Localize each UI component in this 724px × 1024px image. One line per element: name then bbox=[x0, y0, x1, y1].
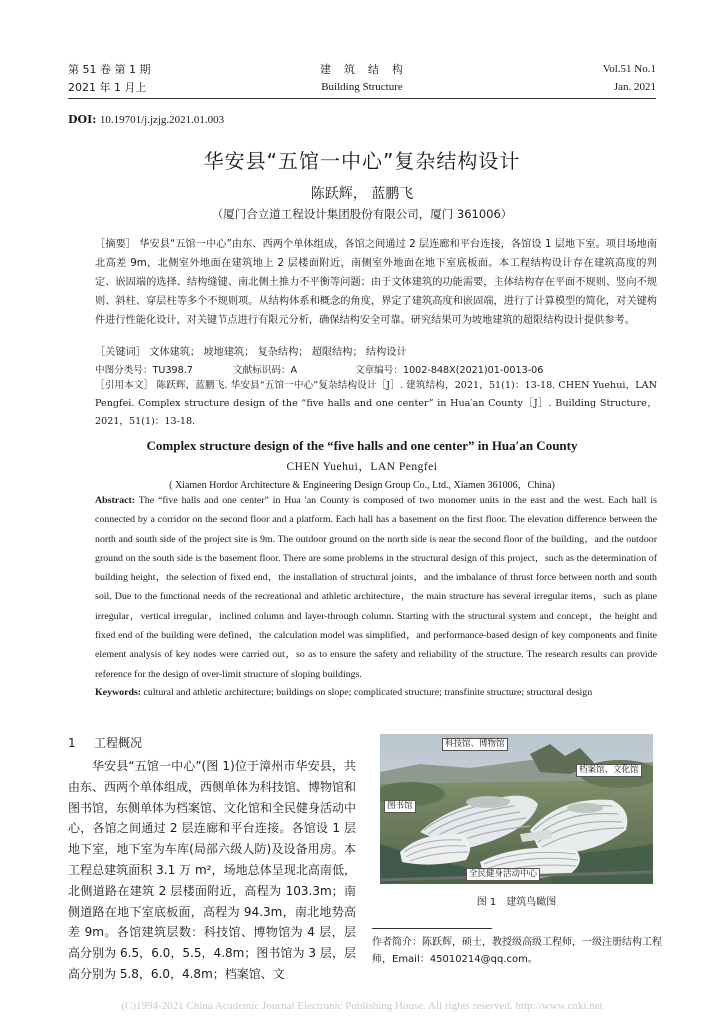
volume-issue-en: Vol.51 No.1 bbox=[602, 63, 656, 75]
copyright-footer: (C)1994-2021 China Academic Journal Electronic Publishing House. All rights reserved. http://www.cnki.net bbox=[121, 1000, 603, 1012]
issue-date-cn: 2021 年 1 月上 bbox=[68, 81, 147, 94]
affiliation-cn: （厦门合立道工程设计集团股份有限公司，厦门 361006） bbox=[211, 207, 513, 221]
section-body: 华安县“五馆一中心”(图 1)位于漳州市华安县，共由东、西两个单体组成，西侧单体为科技馆、博物馆和图书馆，东侧单体为档案馆、文化馆和全民健身活动中心，各馆之间通过 2 层连廊和平台连接。各馆设 1 层地下室，地下室为车库(局部六级人防)及设备用房。本工程总建筑面积 3.1 万 m²，场地总体呈现北高南低，北侧道路在建筑 2 层楼面附近，高程为 103.3m；南侧道路在地下室底板面，高程为 94.3m，南北地势高差 9m。各馆建筑层数：科技馆、博物馆为 4 层，层高分别为 6.5，6.0，5.5，4.8m；图书馆为 3 层，层高分别为 5.8，6.0，4.8m；档案馆、文 bbox=[68, 759, 357, 981]
section-number: 1 bbox=[68, 736, 76, 750]
citation-text: 陈跃辉，蓝鹏飞. 华安县“五馆一中心”复杂结构设计［J］. 建筑结构，2021，51(1)：13-18. CHEN Yuehui，LAN Pengfei. Complex structure design of the “five halls and one center” in Hua′an County［J］. Building Structure，2021，51(1)：13-18. bbox=[95, 380, 658, 427]
volume-issue-cn: 第 51 卷 第 1 期 bbox=[68, 63, 151, 76]
keywords-cn bbox=[95, 343, 407, 358]
classification-line bbox=[95, 362, 543, 376]
section-title: 工程概况 bbox=[94, 736, 143, 750]
footnote-rule bbox=[372, 928, 492, 929]
authors-en: CHEN Yuehui，LAN Pengfei bbox=[286, 461, 438, 473]
issue-date-en: Jan. 2021 bbox=[613, 81, 656, 93]
abstract-en-label: Abstract: bbox=[95, 495, 136, 506]
abstract-cn-text: 华安县“五馆一中心”由东、西两个单体组成，各馆之间通过 2 层连廊和平台连接，各馆设 1 层地下室。项目场地南北高差 9m，北侧室外地面在建筑地上 2 层楼面附近，南侧室外地面在地下室底板面。本工程结构设计存在建筑高度的判定、嵌固端的选择、结构缝键、南北侧土推力不平衡等问题；由于文体建筑的功能需要，主体结构存在平面不规则、竖向不规则、斜柱、穿层柱等多个不规则项。从结构体系和概念的角度，界定了建筑高度和嵌固端，进行了计算模型的简化，对关键构件进行性能化设计，对关键节点进行有限元分析，确保结构安全可靠。研究结果可为坡地建筑的超限结构设计提供参考。 bbox=[95, 239, 658, 326]
journal-name-en: Building Structure bbox=[321, 81, 403, 93]
keywords-en-text: cultural and athletic architecture; buildings on slope; complicated structure; transfinite structure; structural design bbox=[143, 687, 593, 698]
keywords-en bbox=[95, 684, 657, 701]
affiliation-en: ( Xiamen Hordor Architecture & Engineering Design Group Co., Ltd., Xiamen 361006，China) bbox=[169, 480, 555, 491]
figure-caption: 图 1 建筑鸟瞰图 bbox=[476, 897, 557, 908]
label-science-museum: 科技馆、博物馆 bbox=[442, 738, 508, 751]
journal-name-cn: 建 筑 结 构 bbox=[320, 63, 404, 76]
aerial-view-image bbox=[380, 734, 653, 884]
abstract-en bbox=[95, 491, 657, 684]
authors-cn: 陈跃辉， 蓝鹏飞 bbox=[310, 186, 414, 202]
clc-number: 中图分类号：TU398.7 bbox=[95, 365, 193, 376]
header-rule bbox=[68, 98, 656, 99]
label-library: 图书馆 bbox=[384, 800, 416, 813]
section-heading bbox=[68, 734, 142, 751]
citation bbox=[95, 377, 657, 431]
aerial-view-figure bbox=[380, 734, 653, 884]
keywords-cn-text: 文体建筑； 坡地建筑； 复杂结构； 超限结构； 结构设计 bbox=[149, 347, 407, 358]
author-footnote: 作者简介：陈跃辉，硕士，教授级高级工程师，一级注册结构工程师，Email：45010214@qq.com。 bbox=[372, 937, 662, 965]
doi-line bbox=[68, 113, 224, 126]
keywords-cn-label: ［关键词］ bbox=[95, 347, 146, 358]
article-number: 文章编号：1002-848X(2021)01-0013-06 bbox=[355, 365, 544, 376]
doi-value: 10.19701/j.jzjg.2021.01.003 bbox=[99, 114, 225, 126]
keywords-en-label: Keywords: bbox=[95, 687, 142, 698]
citation-label: ［引用本文］ bbox=[95, 380, 154, 391]
abstract-cn-label: ［摘要］ bbox=[95, 239, 136, 250]
label-archives-culture: 档案馆、文化馆 bbox=[576, 764, 642, 777]
doi-label: DOI: bbox=[68, 113, 97, 126]
abstract-cn bbox=[95, 235, 657, 330]
paper-title-en: Complex structure design of the “five halls and one center” in Hua′an County bbox=[146, 438, 578, 453]
abstract-en-text: The “five halls and one center” in Hua ′an County is composed of two monomer units in the east and the west. Each hall is connected by a corridor on the second floor and a platform. Each hall has a basement on the first floor. The elevation difference between the north and south side of the project site is 9m. The outdoor ground on the north side is near the second floor of the building，and the outdoor ground on the south side is the basement floor. There are some problems in the structural design of this project，such as the determination of building height，the selection of fixed end，the installation of structural joints，and the imbalance of thrust force between north and south soil. Due to the functional needs of the recreational and athletic architecture，the main structure has several irregular items，such as plane irregular，vertical irregular，inclined column and layer-through column. Starting with the structural system and concept，the height and fixed end of the building were defined，the calculation model was simplified，and performance-based design of key components and finite element analysis of key nodes were carried out，so as to ensure the safety and reliability of the structure. The research results can provide reference for the design of over-limit structure of sloping buildings. bbox=[95, 495, 657, 680]
paper-title-cn: 华安县“五馆一中心”复杂结构设计 bbox=[203, 149, 521, 173]
label-fitness-center: 全民健身活动中心 bbox=[466, 868, 540, 881]
document-code: 文献标识码：A bbox=[233, 365, 298, 376]
